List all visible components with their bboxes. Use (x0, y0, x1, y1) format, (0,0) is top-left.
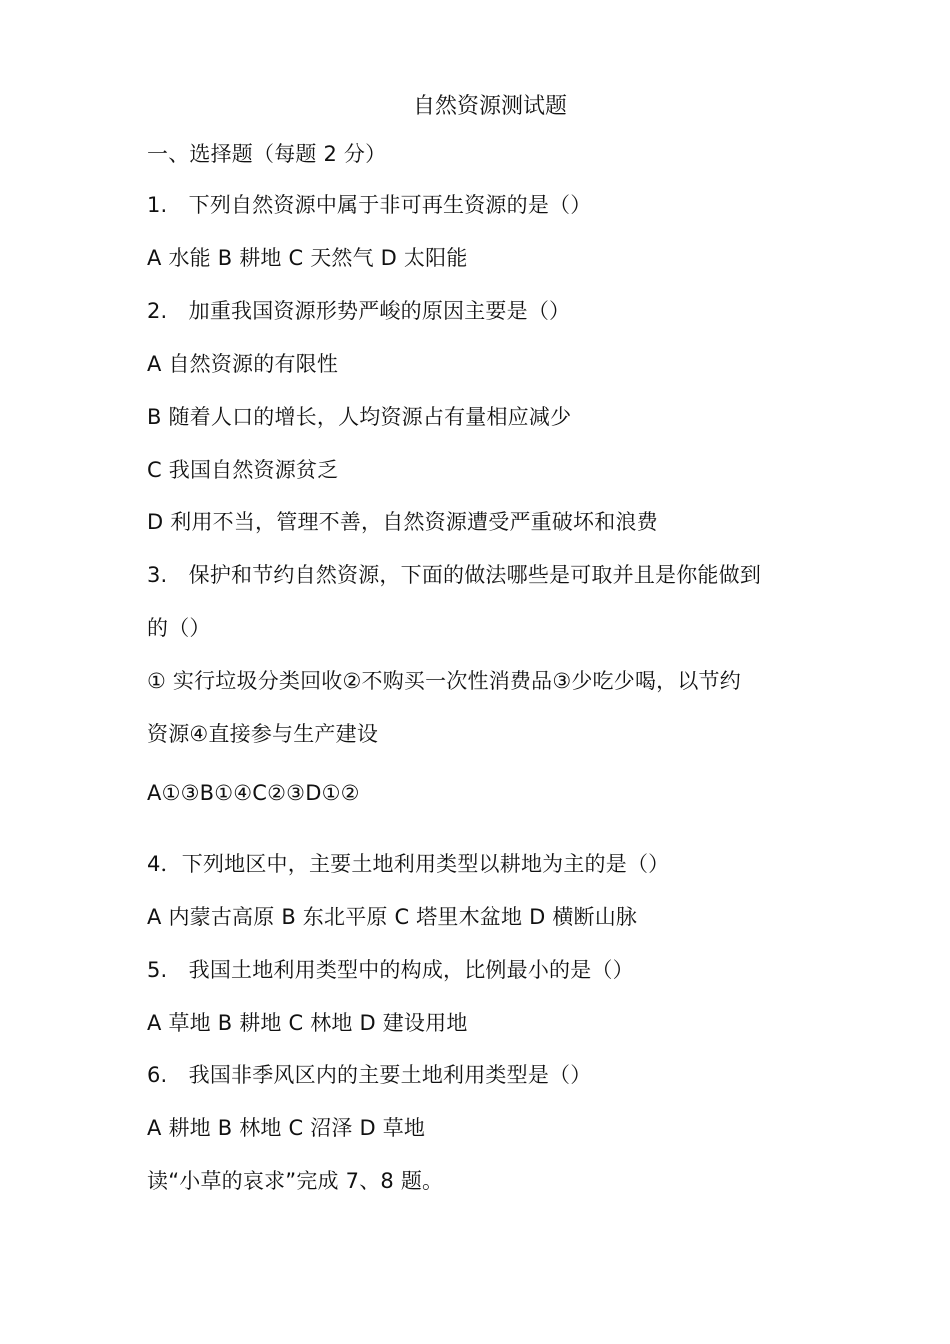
question-3-continued: 的（） (147, 616, 211, 640)
question-4-options: A 内蒙古高原 B 东北平原 C 塔里木盆地 D 横断山脉 (147, 905, 638, 929)
question-2-option-d: D 利用不当，管理不善，自然资源遭受严重破坏和浪费 (147, 510, 658, 534)
question-3-items-continued: 资源④直接参与生产建设 (147, 722, 379, 746)
question-4: 4．下列地区中，主要土地利用类型以耕地为主的是（） (147, 852, 670, 876)
question-1-options: A 水能 B 耕地 C 天然气 D 太阳能 (147, 246, 468, 270)
page-title: 自然资源测试题 (412, 94, 567, 119)
question-2-option-a: A 自然资源的有限性 (147, 352, 339, 376)
question-2-option-c: C 我国自然资源贫乏 (147, 458, 339, 482)
question-3: 3. 保护和节约自然资源，下面的做法哪些是可取并且是你能做到 (147, 563, 762, 587)
section-heading: 一、选择题（每题 2 分） (147, 142, 387, 166)
question-3-options: A①③B①④C②③D①② (147, 781, 360, 805)
question-3-items: ① 实行垃圾分类回收②不购买一次性消费品③少吃少喝，以节约 (147, 669, 741, 693)
reading-prompt: 读“小草的哀求”完成 7、8 题。 (147, 1169, 444, 1193)
question-2: 2. 加重我国资源形势严峻的原因主要是（） (147, 299, 571, 323)
question-5: 5. 我国土地利用类型中的构成，比例最小的是（） (147, 958, 634, 982)
question-6-options: A 耕地 B 林地 C 沼泽 D 草地 (147, 1116, 426, 1140)
question-1: 1. 下列自然资源中属于非可再生资源的是（） (147, 193, 592, 217)
question-2-option-b: B 随着人口的增长，人均资源占有量相应减少 (147, 405, 572, 429)
question-6: 6. 我国非季风区内的主要土地利用类型是（） (147, 1063, 592, 1087)
question-5-options: A 草地 B 耕地 C 林地 D 建设用地 (147, 1011, 468, 1035)
